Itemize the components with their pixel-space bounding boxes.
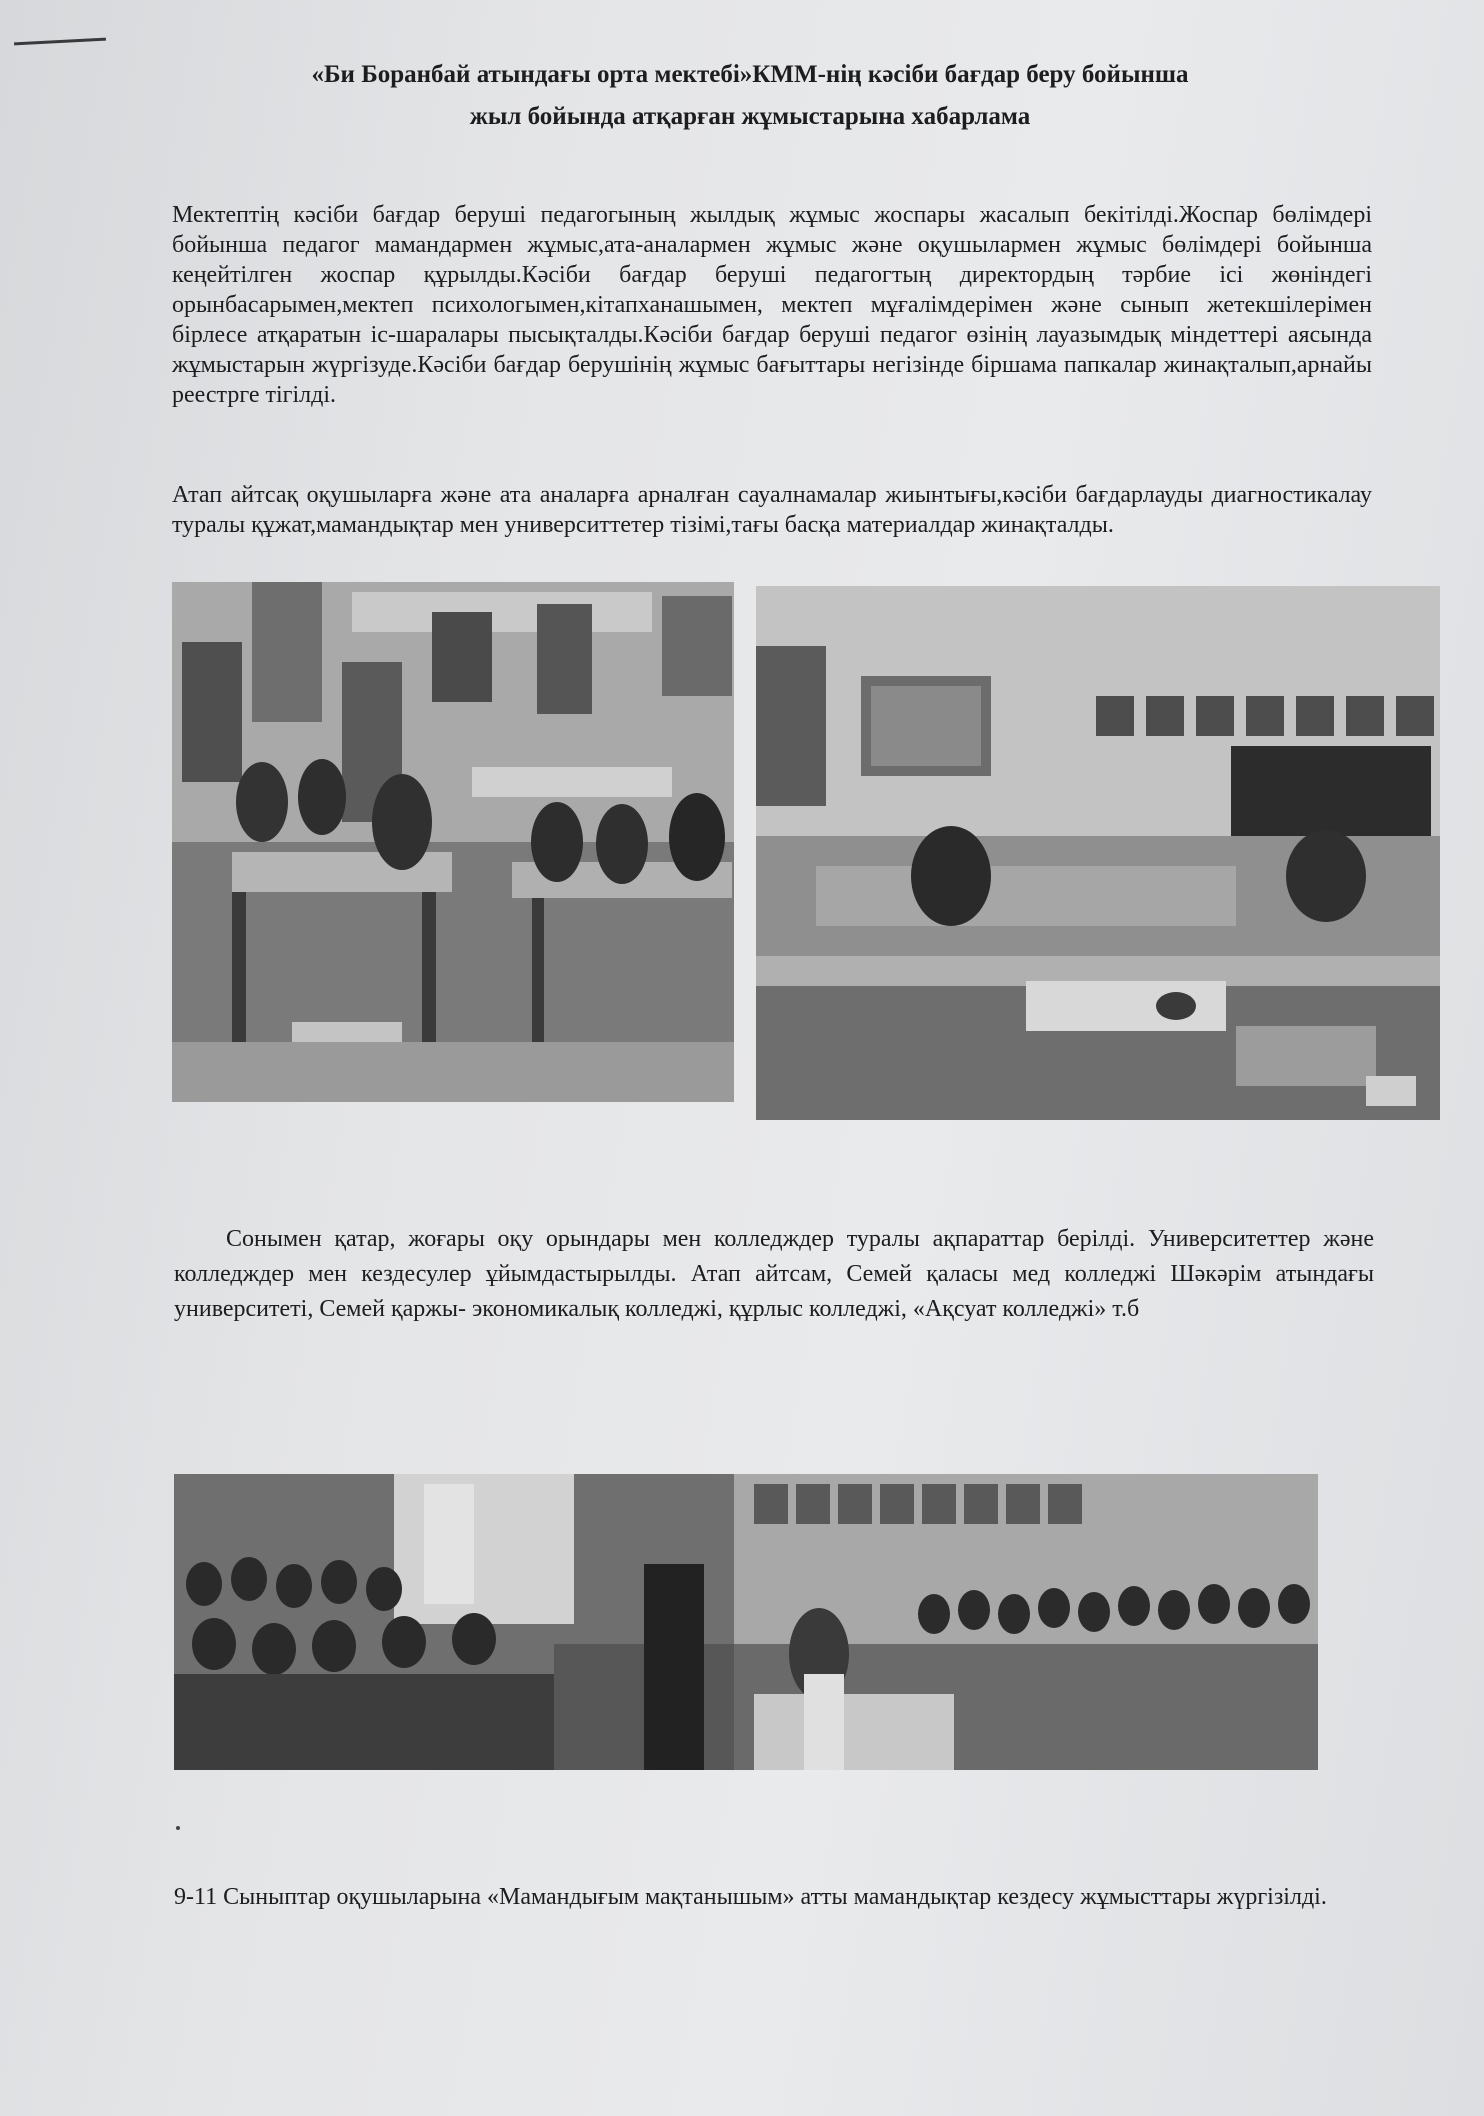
photo-auditorium-meetings <box>174 1474 1318 1770</box>
photo-classroom-students <box>172 582 734 1102</box>
photo-classroom-projector <box>756 586 1440 1120</box>
stray-mark <box>176 1826 180 1830</box>
title-line-1: «Би Боранбай атындағы орта мектебі»КММ-нің кәсіби бағдар беру бойынша <box>311 61 1189 88</box>
document-title <box>180 54 1320 138</box>
paragraph-materials: Атап айтсақ оқушыларға және ата аналарға арналған сауалнамалар жиынтығы,кәсіби бағдарлауды диагностикалау туралы құжат,мамандықтар мен университтетер тізімі,тағы басқа материалдар жинақталды. <box>172 482 1372 538</box>
title-line-2: жыл бойында атқарған жұмыстарына хабарлама <box>469 103 1031 130</box>
paragraph-meetings: 9-11 Сыныптар оқушыларына «Мамандығым мақтанышым» атты мамандықтар кездесу жұмысттары жүргізілді. <box>174 1884 1327 1910</box>
pen-mark <box>14 38 106 46</box>
paragraph-plan: Мектептің кәсіби бағдар беруші педагогының жылдық жұмыс жоспары жасалып бекітілді.Жоспар бөлімдері бойынша педагог мамандармен жұмыс,ата-аналармен жұмыс және оқушылармен жұмыс бөлімдері бойынша кеңейтілген жоспар құрылды.Кәсіби бағдар беруші педагогтың директордың тәрбие ісі жөніндегі орынбасарымен,мектеп психологымен,кітапханашымен, мектеп мұғалімдерімен және сынып жетекшілерімен бірлесе атқаратын іс-шаралары пысықталды.Кәсіби бағдар беруші педагог өзінің лауазымдық міндеттері аясында жұмыстарын жүргізуде.Кәсіби бағдар берушінің жұмыс бағыттары негізінде біршама папкалар жинақталып,арнайы реестрге тігілді. <box>172 202 1372 408</box>
paragraph-universities: Сонымен қатар, жоғары оқу орындары мен колледждер туралы ақпараттар берілді. Университеттер және колледждер мен кездесулер ұйымдастырылды. Атап айтсам, Семей қаласы мед колледжі Шәкәрім атындағы университеті, Семей қаржы- экономикалық колледжі, құрлыс колледжі, «Ақсуат колледжі» т.б <box>174 1226 1374 1322</box>
